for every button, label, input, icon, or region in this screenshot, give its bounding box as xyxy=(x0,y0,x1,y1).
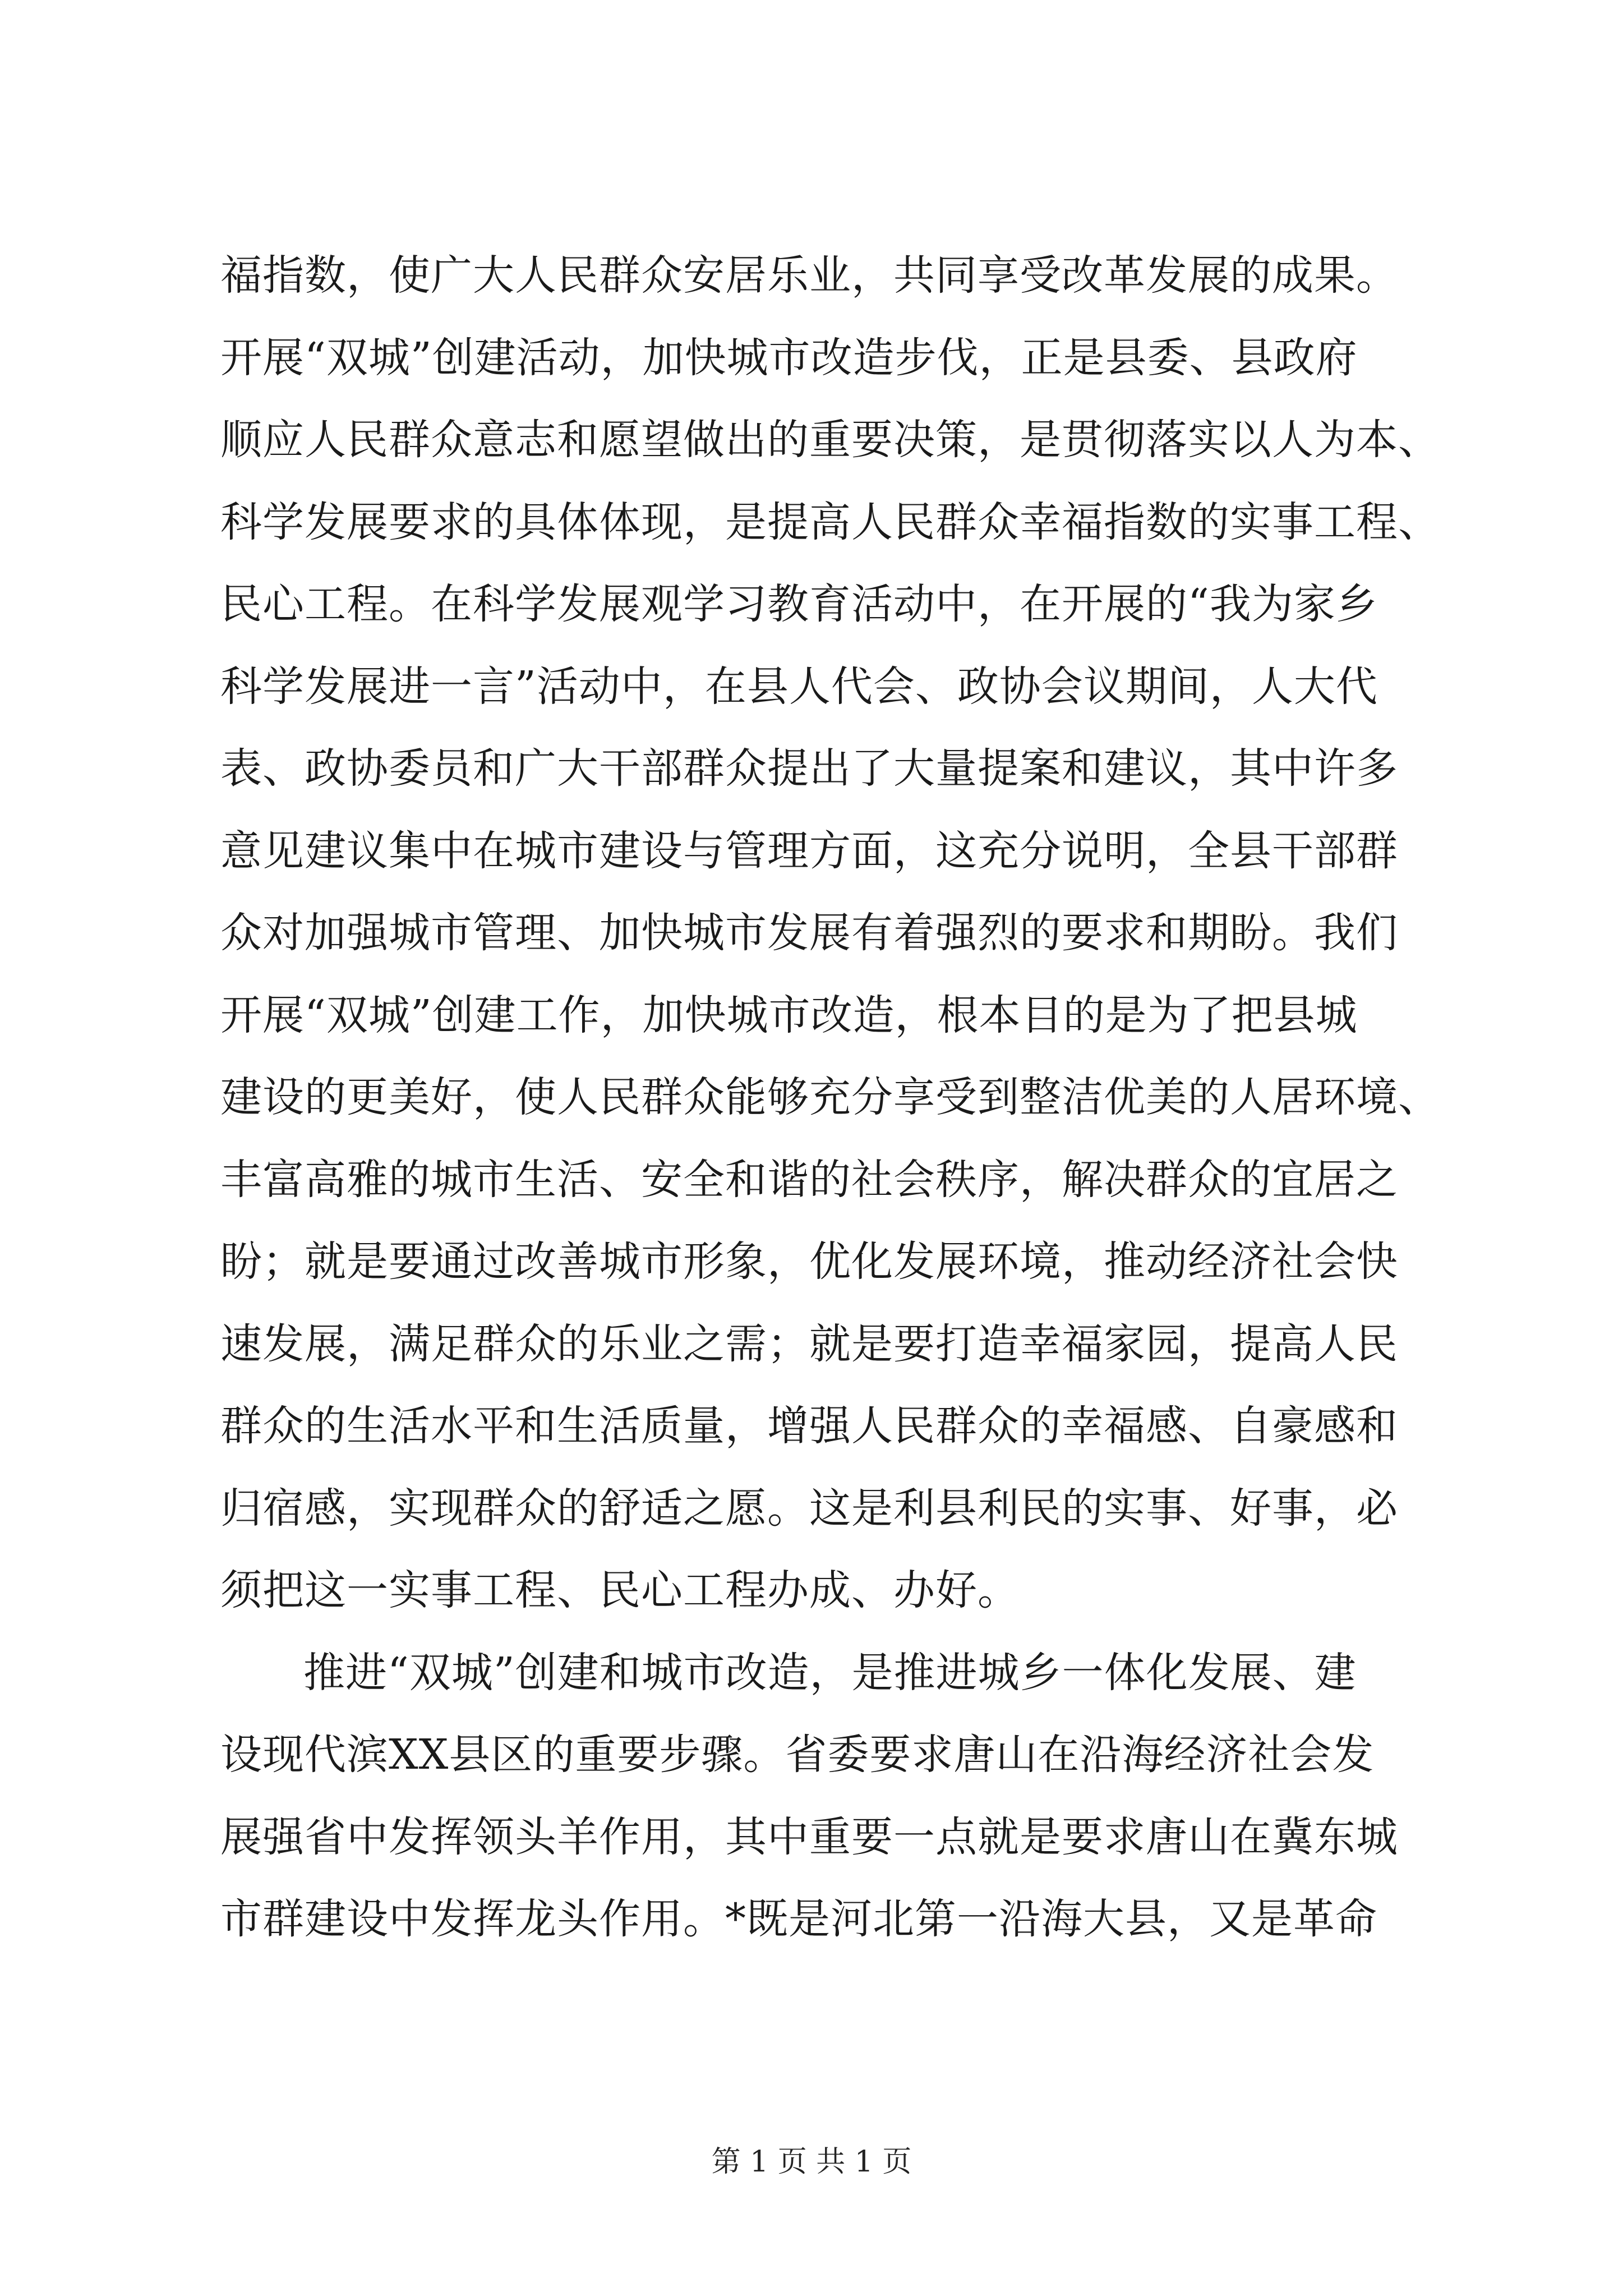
body-text xyxy=(220,234,1454,1961)
text-line: 速发展，满足群众的乐业之需；就是要打造幸福家园，提高人民 xyxy=(220,1319,1398,1368)
text-line: 市群建设中发挥龙头作用。*既是河北第一沿海大县，又是革命 xyxy=(220,1895,1377,1943)
text-line: 众对加强城市管理、加快城市发展有着强烈的要求和期盼。我们 xyxy=(220,909,1398,957)
text-line: 展强省中发挥领头羊作用，其中重要一点就是要求唐山在冀东城 xyxy=(220,1812,1398,1861)
text-line: 科学发展要求的具体体现，是提高人民群众幸福指数的实事工程、 xyxy=(220,498,1440,546)
text-line: 开展“双城”创建工作，加快城市改造，根本目的是为了把县城 xyxy=(220,991,1358,1039)
text-line: 顺应人民群众意志和愿望做出的重要决策，是贯彻落实以人为本、 xyxy=(220,416,1440,464)
text-line: 意见建议集中在城市建设与管理方面，这充分说明，全县干部群 xyxy=(220,826,1398,875)
text-line: 群众的生活水平和生活质量，增强人民群众的幸福感、自豪感和 xyxy=(220,1402,1398,1450)
paragraph-start-line: 推进“双城”创建和城市改造，是推进城乡一体化发展、建 xyxy=(303,1648,1357,1697)
text-line: 建设的更美好，使人民群众能够充分享受到整洁优美的人居环境、 xyxy=(220,1073,1440,1121)
text-line: 表、政协委员和广大干部群众提出了大量提案和建议，其中许多 xyxy=(220,744,1398,793)
text-line: 民心工程。在科学发展观学习教育活动中，在开展的“我为家乡 xyxy=(220,580,1378,628)
text-line: 设现代滨XX县区的重要步骤。省委要求唐山在沿海经济社会发 xyxy=(220,1731,1375,1779)
text-line: 归宿感，实现群众的舒适之愿。这是利县利民的实事、好事，必 xyxy=(220,1484,1398,1533)
text-line: 须把这一实事工程、民心工程办成、办好。 xyxy=(220,1566,1020,1614)
page-footer: 第 1 页 共 1 页 xyxy=(711,2145,912,2179)
text-line: 开展“双城”创建活动，加快城市改造步伐，正是县委、县政府 xyxy=(220,333,1358,382)
text-line: 盼；就是要通过改善城市形象，优化发展环境，推动经济社会快 xyxy=(220,1237,1398,1286)
text-line: 丰富高雅的城市生活、安全和谐的社会秩序，解决群众的宜居之 xyxy=(220,1155,1398,1204)
text-line: 福指数，使广大人民群众安居乐业，共同享受改革发展的成果。 xyxy=(220,251,1398,300)
text-line: 科学发展进一言”活动中，在县人代会、政协会议期间，人大代 xyxy=(220,662,1378,711)
